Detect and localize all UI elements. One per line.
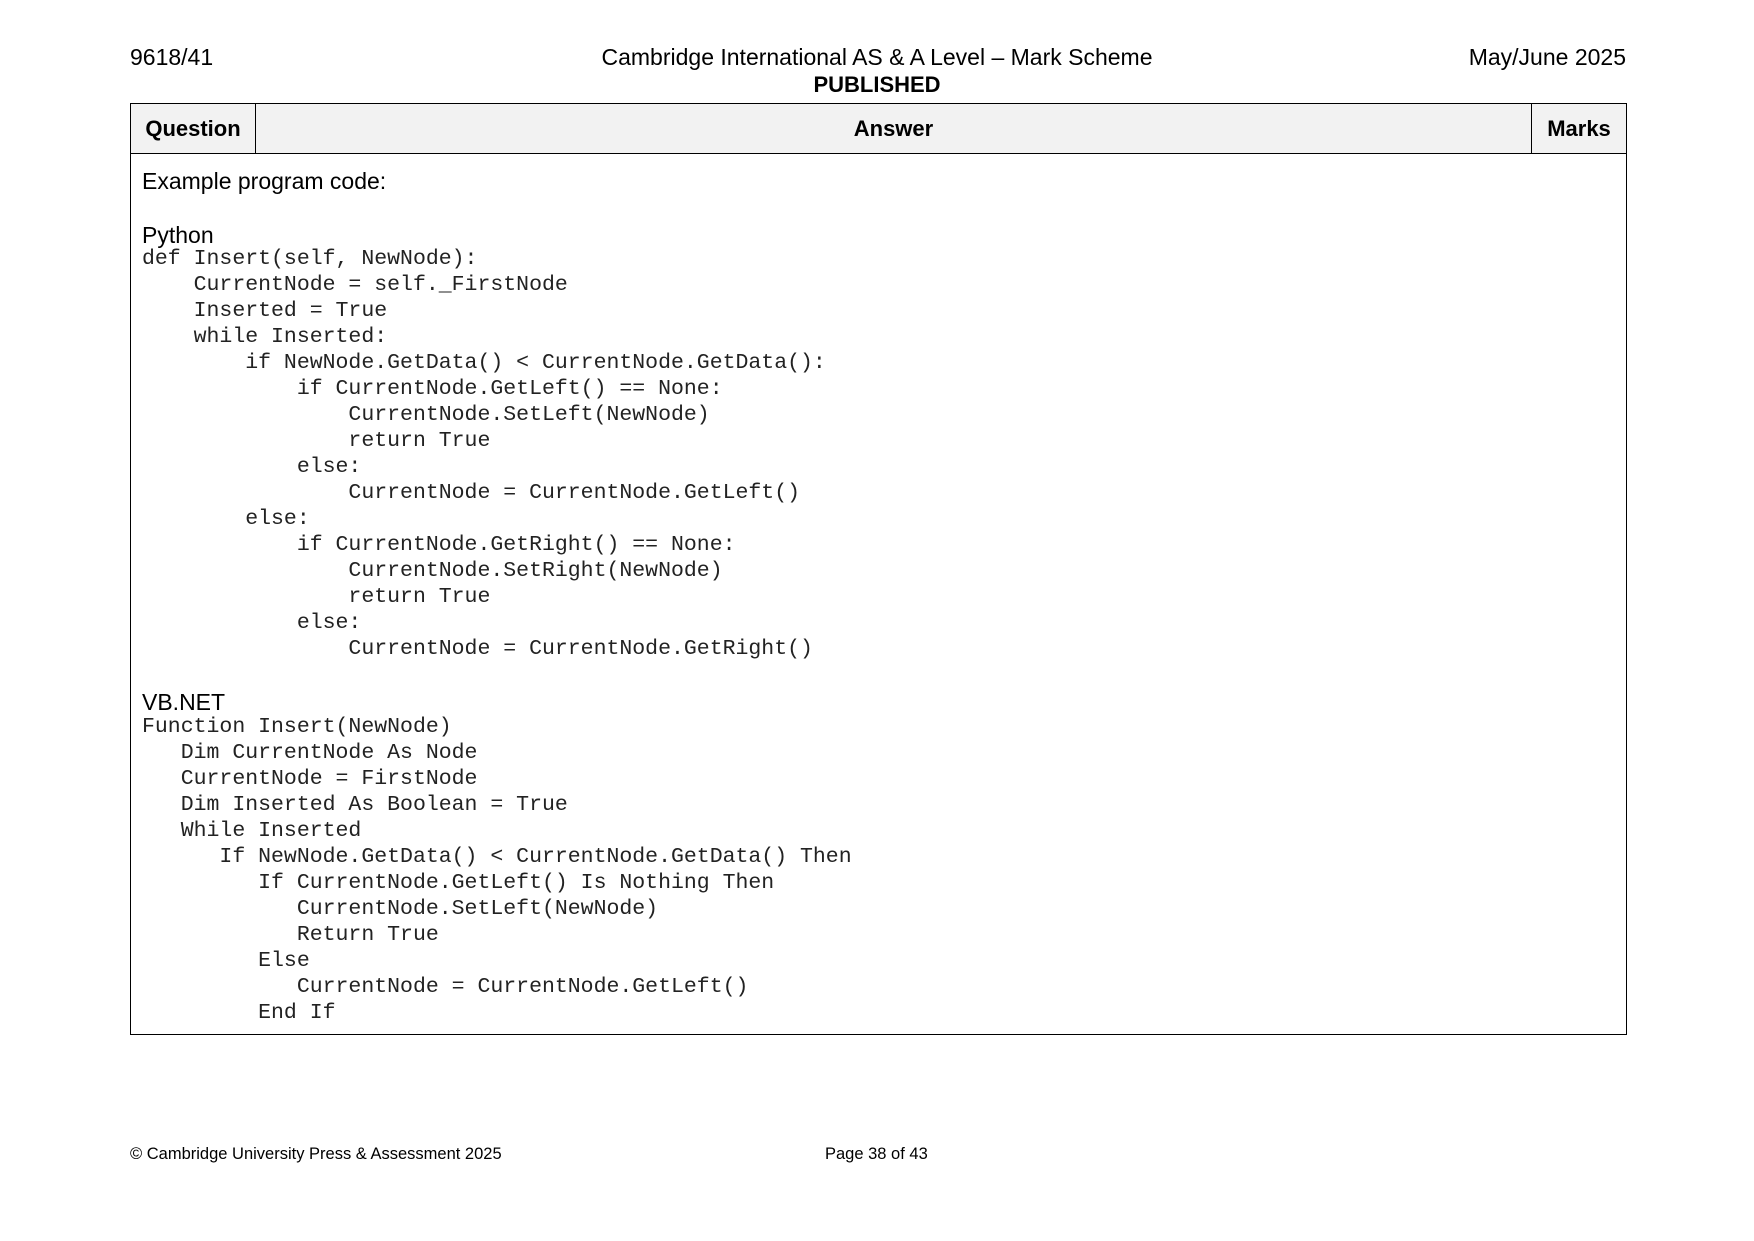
column-header-marks: Marks: [1532, 104, 1627, 154]
document-title: Cambridge International AS & A Level – Mark Scheme: [601, 44, 1153, 70]
vbnet-heading: VB.NET: [142, 689, 226, 715]
page-number: Page 38 of 43: [825, 1145, 928, 1163]
intro-text: Example program code:: [142, 168, 387, 194]
answer-cell: [131, 154, 1627, 1035]
table-header-row: [131, 104, 1627, 154]
column-header-answer: Answer: [256, 104, 1532, 154]
exam-session: May/June 2025: [1468, 44, 1626, 70]
python-code-block: def Insert(self, NewNode): CurrentNode = self._FirstNode Inserted = True while Inserted: if NewNode.GetData() < CurrentNode.GetData(): if CurrentNode.GetLeft() == None: CurrentNode.SetLeft(NewNode) return True else: CurrentNode = CurrentNode.GetLeft() else: if CurrentNode.GetRight() == None: CurrentNode.SetRight(NewNode) return True else: CurrentNode = CurrentNode.GetRight(): [142, 247, 826, 661]
paper-code: 9618/41: [130, 44, 214, 70]
published-label: PUBLISHED: [813, 72, 941, 97]
python-heading: Python: [142, 222, 214, 248]
mark-scheme-table: [130, 103, 1627, 1035]
column-header-question: Question: [131, 104, 256, 154]
vbnet-code-block: Function Insert(NewNode) Dim CurrentNode As Node CurrentNode = FirstNode Dim Inserted As Boolean = True While Inserted If NewNode.GetData() < CurrentNode.GetData() Then If CurrentNode.GetLeft() Is Nothing Then CurrentNode.SetLeft(NewNode) Return True Else CurrentNode = CurrentNode.GetLeft() End If: [142, 715, 852, 1025]
answer-row: [131, 154, 1627, 1035]
copyright-footer: © Cambridge University Press & Assessment 2025: [130, 1145, 502, 1163]
